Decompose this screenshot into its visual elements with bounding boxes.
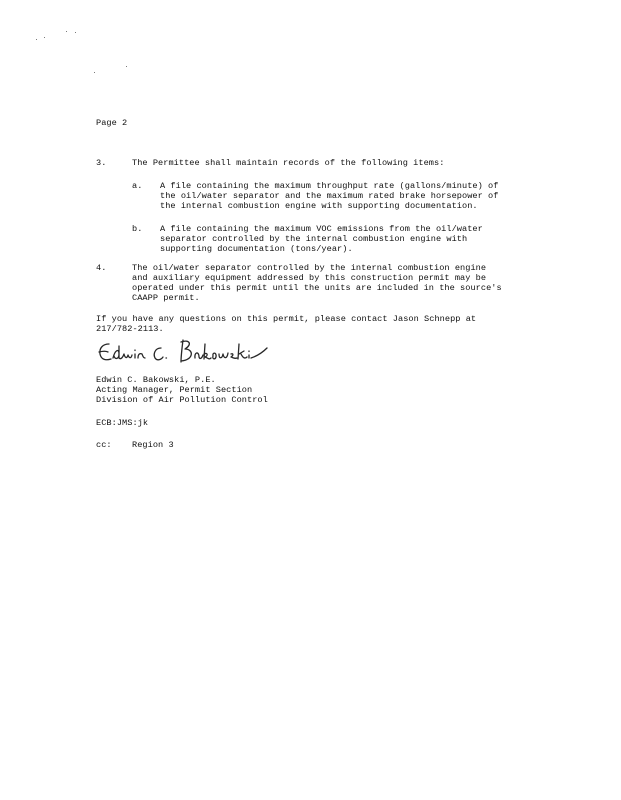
- cc-value: Region 3: [132, 440, 174, 450]
- closing-line-2: 217/782-2113.: [96, 324, 164, 334]
- signatory-division: Division of Air Pollution Control: [96, 395, 268, 405]
- signatory-name: Edwin C. Bakowski, P.E.: [96, 375, 216, 385]
- handwritten-signature: [95, 336, 275, 370]
- closing-line-1: If you have any questions on this permit, please contact Jason Schnepp at: [96, 314, 477, 324]
- reference-initials: ECB:JMS:jk: [96, 418, 149, 428]
- scan-speck: [94, 72, 95, 73]
- scan-speck: [66, 31, 67, 32]
- item-3b-letter: b.: [132, 224, 143, 234]
- item-4-line-4: CAAPP permit.: [132, 293, 200, 303]
- item-3a-letter: a.: [132, 181, 143, 191]
- item-3b-line-3: supporting documentation (tons/year).: [160, 244, 353, 254]
- signatory-title: Acting Manager, Permit Section: [96, 385, 253, 395]
- item-3a-line-2: the oil/water separator and the maximum rated brake horsepower of: [160, 191, 499, 201]
- item-4-line-1: The oil/water separator controlled by the internal combustion engine: [132, 263, 487, 273]
- item-4-number: 4.: [96, 263, 107, 273]
- item-4-line-2: and auxiliary equipment addressed by this construction permit may be: [132, 273, 487, 283]
- item-3a-line-3: the internal combustion engine with supporting documentation.: [160, 201, 478, 211]
- page-header: Page 2: [96, 118, 128, 128]
- item-3a-line-1: A file containing the maximum throughput rate (gallons/minute) of: [160, 181, 499, 191]
- scan-speck: [44, 37, 45, 38]
- item-3b-line-2: separator controlled by the internal combustion engine with: [160, 234, 468, 244]
- item-3b-line-1: A file containing the maximum VOC emissions from the oil/water: [160, 224, 483, 234]
- scan-speck: [75, 32, 76, 33]
- scan-speck: [36, 39, 37, 40]
- item-3-number: 3.: [96, 158, 107, 168]
- item-3-text: The Permittee shall maintain records of the following items:: [132, 158, 445, 168]
- scan-speck: [126, 66, 127, 67]
- cc-label: cc:: [96, 440, 112, 450]
- item-4-line-3: operated under this permit until the units are included in the source's: [132, 283, 502, 293]
